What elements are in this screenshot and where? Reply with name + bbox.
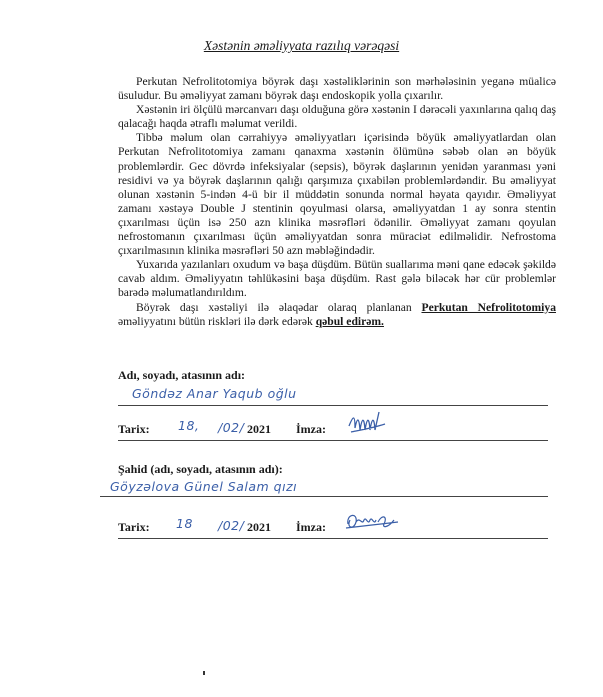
patient-date-day: 18, <box>178 418 200 433</box>
witness-name-line <box>100 496 548 497</box>
patient-date-label: Tarix: <box>118 422 150 436</box>
patient-date-line <box>118 440 548 441</box>
consent-procedure: Perkutan Nefrolitotomiya <box>421 300 556 314</box>
document-title: Xəstənin əməliyyata razılıq vərəqəsi <box>203 38 400 53</box>
witness-name-handwritten: Göyzəlova Günel Salam qızı <box>110 479 298 494</box>
document-body <box>118 75 556 329</box>
patient-date-year: 2021 <box>247 422 271 436</box>
paragraph-4: Yuxarıda yazılanları oxudum və başa düşdüm. Bütün suallarıma məni qane edəcək şəkildə cavab aldım. Əməliyyatın təhlükəsini başa düşdüm. Rast gələ biləcək hər cür problemlər barədə məlumatlandırıldım. <box>118 258 556 300</box>
paragraph-3: Tibbə məlum olan cərrahiyyə əməliyyatları içərisində böyük əməliyyatlardan olan Perkutan Nefrolitotomiya zamanı qanaxma xəstənin ölümünə səbəb olan ən böyük problemlərdir. Gec dövrdə infeksiyalar (sepsis), böyrək daşlarının yenidən yaranması yəni residivi və ya böyrək daşlarının qalığı qarşımıza çıxabilən problemlərdəndir. Bu əməliyyat olunan xəstənin 5-indən 4-ü bir il müddətin sonunda normal həyata qayıdır. Əməliyyat zamanı xəstəyə Double J stentinin qoyulmasi olarsa, əməliyyatdan 1 ay sonra stentin çıxarılması üçün isə 250 azn klinika məsrəfləri ödənilir. Əməliyyat zamanı qoyulan nefrostomanın çıxarılması üçün əməliyyatdan sonra müraciət edilməlidir. Nefrostoma çıxarılmasının klinika məsrəfləri 50 azn məbləğindədir. <box>118 131 556 258</box>
patient-name-line <box>118 405 548 406</box>
consent-middle: əməliyyatını bütün riskləri ilə dərk edərək <box>118 314 313 328</box>
consent-prefix: Böyrək daşı xəstəliyi ilə əlaqədar olaraq planlanan <box>136 300 412 314</box>
patient-signature <box>345 408 393 440</box>
witness-date-year: 2021 <box>247 520 271 534</box>
patient-name-handwritten: Göndəz Anar Yaqub oğlu <box>132 386 297 401</box>
witness-name-label: Şahid (adı, soyadı, atasının adı): <box>118 462 283 476</box>
witness-signature-label: İmza: <box>296 520 326 534</box>
witness-date-label: Tarix: <box>118 520 150 534</box>
consent-statement <box>118 301 556 329</box>
paragraph-1: Perkutan Nefrolitotomiya böyrək daşı xəstəliklərinin son mərhələsinin yeganə müalicə üsuludur. Bu əməliyyat zamanı böyrək daşı endoskopik yolla çıxarılır. <box>118 75 556 103</box>
patient-name-label: Adı, soyadı, atasının adı: <box>118 368 246 382</box>
patient-signature-label: İmza: <box>296 422 326 436</box>
witness-date-line <box>118 538 548 539</box>
patient-date-month: /02/ <box>218 420 245 435</box>
paragraph-2: Xəstənin iri ölçülü mərcanvarı daşı olduğuna görə xəstənin I dərəcəli yaxınlarına qalıq daş qalacağı haqda ətraflı məlumat verildi. <box>118 103 556 131</box>
witness-date-month: /02/ <box>218 518 245 533</box>
witness-date-day: 18 <box>176 516 193 531</box>
witness-signature <box>342 508 402 536</box>
page-mark <box>203 671 205 675</box>
consent-accept: qəbul edirəm. <box>315 314 384 328</box>
